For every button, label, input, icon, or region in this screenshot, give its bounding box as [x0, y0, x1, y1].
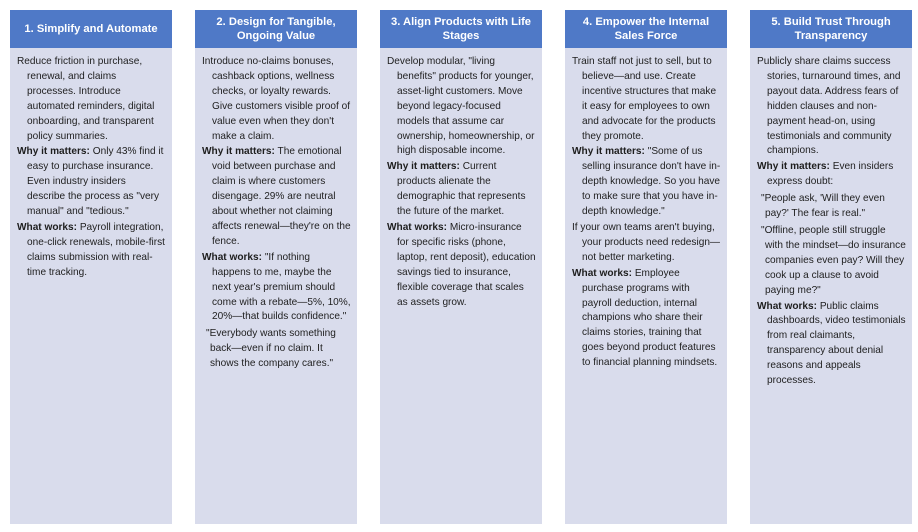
- column-heading: 5. Build Trust Through Transparency: [750, 10, 912, 48]
- intro-text: Reduce friction in purchase, renewal, and claims processes. Introduce automated reminders, digital onboarding, and transparent policy summaries.: [17, 56, 155, 142]
- quote: "People ask, 'Will they even pay?' The fear is real.": [761, 193, 885, 220]
- why-it-matters: Why it matters: The emotional void between purchase and claim is where customers disengage. 29% are neutral about whether not claiming affects renewal—they're on the fence.: [202, 146, 351, 247]
- column-tangible-value: [195, 10, 357, 524]
- column-heading: 4. Empower the Internal Sales Force: [565, 10, 727, 48]
- column-simplify: [10, 10, 172, 524]
- intro-text: Publicly share claims success stories, turnaround times, and payout data. Address fears of hidden clauses and non-payment head-on, using testimonials and community champions.: [757, 56, 901, 157]
- section-lead: What works:: [757, 300, 818, 312]
- what-works: What works: Public claims dashboards, video testimonials from real claimants, transparency about denial reasons and appeals processes.: [757, 300, 906, 387]
- what-works: What works: Payroll integration, one-click renewals, mobile-first claims submission with real-time tracking.: [17, 221, 165, 278]
- section-lead: Why it matters:: [387, 161, 460, 173]
- column-transparency: [750, 10, 912, 524]
- why-it-matters: Why it matters: Even insiders express doubt:: [757, 161, 894, 188]
- section-lead: What works:: [572, 267, 633, 279]
- column-heading: 3. Align Products with Life Stages: [380, 10, 542, 48]
- section-lead: What works:: [387, 221, 448, 233]
- section-lead: What works:: [17, 221, 78, 233]
- what-works: What works: Micro-insurance for specific risks (phone, laptop, rent deposit), education savings tied to insurance, flexible coverage that scales as assets grow.: [387, 221, 536, 308]
- section-lead: Why it matters:: [757, 161, 830, 173]
- intro-text: Develop modular, "living benefits" products for younger, asset-light customers. Move beyond legacy-focused models that assume car ownership, homeownership, or high disposable income.: [387, 56, 535, 157]
- what-works: What works: "If nothing happens to me, maybe the next year's premium should come with a rebate—5%, 10%, 20%—that builds confidence.": [202, 251, 351, 323]
- column-body: [750, 48, 912, 389]
- section-lead: What works:: [202, 251, 263, 263]
- quote: "Everybody wants something back—even if no claim. It shows the company cares.": [206, 328, 336, 370]
- section-lead: Why it matters:: [572, 146, 645, 158]
- column-body: [195, 48, 357, 372]
- quote: "Offline, people still struggle with the mindset—do insurance companies even pay? Will they cook up a clause to avoid paying me?": [761, 224, 906, 296]
- why-it-matters: Why it matters: "Some of us selling insurance don't have in-depth knowledge. So you have to make sure that you have in-depth knowledge.": [572, 146, 721, 218]
- why-it-matters: Why it matters: Only 43% find it easy to purchase insurance. Even industry insiders describe the process as "very manual" and "tedious.": [17, 146, 164, 218]
- column-body: [565, 48, 727, 371]
- why-it-matters: Why it matters: Current products alienate the demographic that represents the future of the market.: [387, 161, 526, 218]
- intro-text: Introduce no-claims bonuses, cashback options, wellness checks, or loyalty rewards. Give customers visible proof of value even when they don't make a claim.: [202, 56, 351, 142]
- column-life-stages: [380, 10, 542, 524]
- what-works: What works: Employee purchase programs with payroll deduction, internal champions who share their claims stories, training that goes beyond product features to financial planning mindsets.: [572, 267, 718, 369]
- section-lead: Why it matters:: [202, 146, 275, 158]
- note-text: If your own teams aren't buying, your products need redesign—not better marketing.: [572, 221, 721, 263]
- section-lead: Why it matters:: [17, 146, 90, 158]
- column-heading: 2. Design for Tangible, Ongoing Value: [195, 10, 357, 48]
- column-body: [380, 48, 542, 310]
- intro-text: Train staff not just to sell, but to believe—and use. Create incentive structures that make it easy for employees to own and advocate for the products they promote.: [572, 56, 717, 142]
- column-sales-force: [565, 10, 727, 524]
- column-body: [10, 48, 172, 281]
- column-heading: 1. Simplify and Automate: [10, 10, 172, 48]
